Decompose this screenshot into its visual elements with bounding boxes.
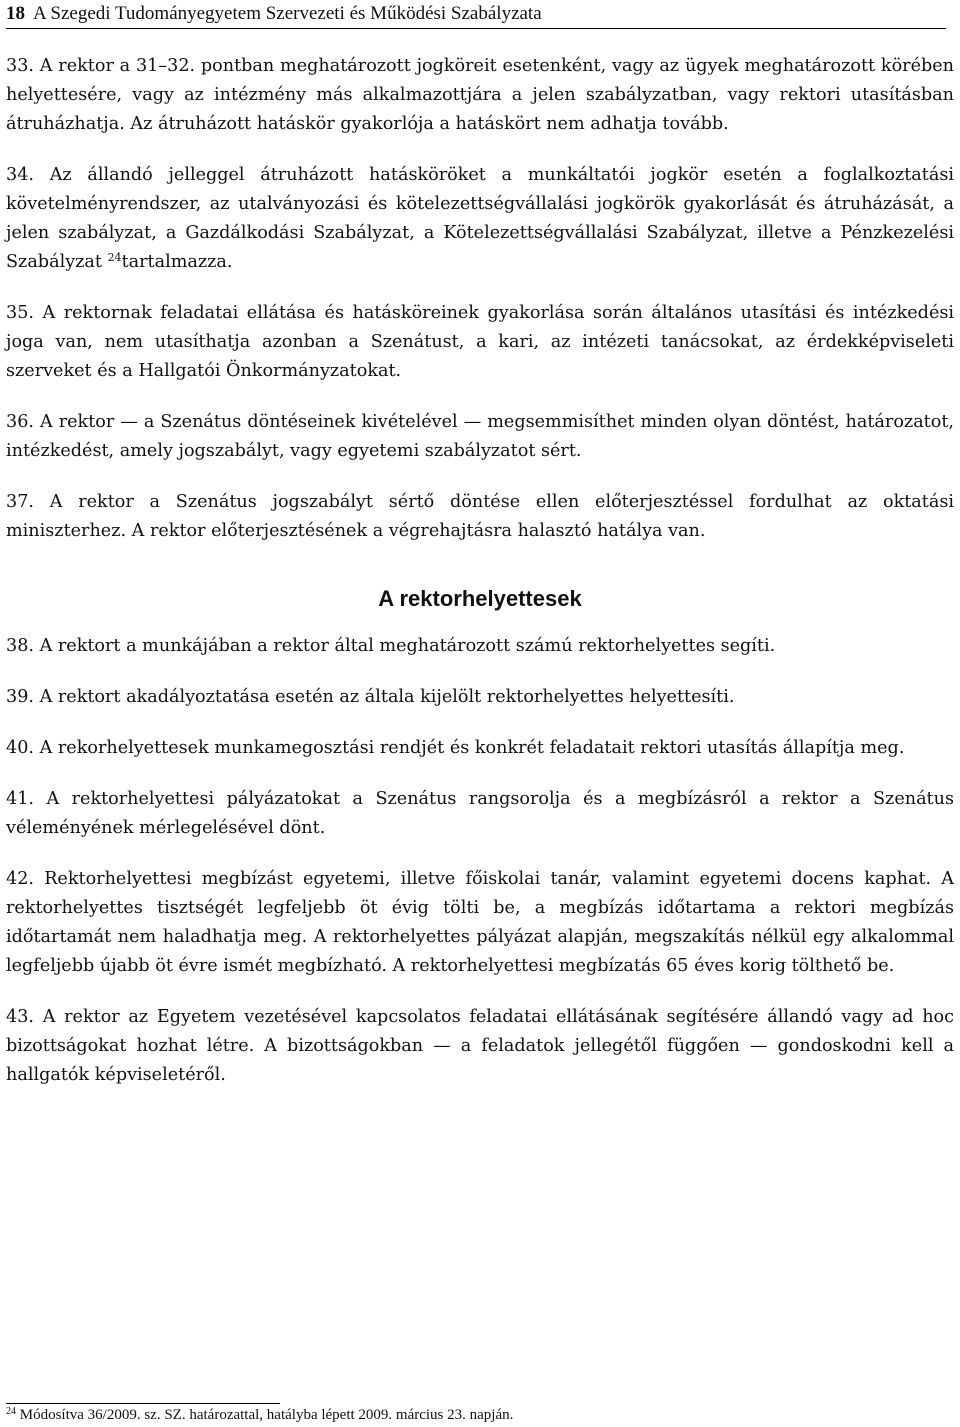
paragraph-34: [6, 161, 954, 277]
paragraph-number: 33.: [6, 56, 34, 76]
paragraph-43: [6, 1003, 954, 1090]
paragraph-41: [6, 785, 954, 843]
paragraph-text: A rekorhelyettesek munkamegosztási rendjét és konkrét feladatait rektori utasítás állapítja meg.: [39, 738, 905, 758]
paragraph-number: 38.: [6, 636, 34, 656]
paragraph-text: Rektorhelyettesi megbízást egyetemi, illetve főiskolai tanár, valamint egyetemi docens kaphat. A rektorhelyettes tisztségét legfeljebb öt évig tölti be, a megbízás időtartama a rektori megbízás időtartamát nem haladhatja meg. A rektorhelyettes pályázat alapján, megszakítás nélkül egy alkalommal legfeljebb újabb öt évre ismét megbízható. A rektorhelyettesi megbízatás 65 éves korig tölthető be.: [6, 869, 955, 976]
footnote-text: Módosítva 36/2009. sz. SZ. határozattal, hatályba lépett 2009. március 23. napján.: [19, 1407, 514, 1423]
paragraph-36: [6, 408, 954, 466]
document-title: A Szegedi Tudományegyetem Szervezeti és Működési Szabályzata: [33, 3, 542, 24]
paragraph-text: A rektornak feladatai ellátása és hatásköreinek gyakorlása során általános utasítási és intézkedési joga van, nem utasíthatja azonban a Szenátust, a kari, az intézeti tanácsokat, az érdekképviseleti szerveket és a Hallgatói Önkormányzatokat.: [6, 303, 955, 381]
paragraph-text: A rektor az Egyetem vezetésével kapcsolatos feladatai ellátásának segítésére állandó vagy ad hoc bizottságokat hozhat létre. A bizottságokban — a feladatok jellegétől függően — gondoskodni kell a hallgatók képviseletéről.: [6, 1007, 955, 1085]
paragraph-number: 34.: [6, 165, 34, 185]
paragraph-text: A rektort a munkájában a rektor által meghatározott számú rektorhelyettes segíti.: [39, 636, 776, 656]
paragraph-39: [6, 683, 954, 712]
paragraph-number: 37.: [6, 492, 34, 512]
paragraph-38: [6, 632, 954, 661]
footnote: [6, 1405, 946, 1425]
footnote-mark: 24: [6, 1406, 16, 1417]
paragraph-number: 42.: [6, 869, 34, 889]
paragraph-text-after: tartalmazza.: [121, 252, 233, 272]
paragraph-text: Az állandó jelleggel átruházott hatásköröket a munkáltatói jogkör esetén a foglalkoztatási követelményrendszer, az utalványozási és kötelezettségvállalási jogkörök gyakorlását és átruházását, a jelen szabályzat, a Gazdálkodási Szabályzat, a Kötelezettségvállalási Szabályzat, illetve a Pénzkezelési Szabályzat: [6, 165, 955, 272]
paragraph-text: A rektorhelyettesi pályázatokat a Szenátus rangsorolja és a megbízásról a rektor a Szenátus véleményének mérlegelésével dönt.: [6, 789, 954, 838]
page-header: [6, 0, 946, 29]
paragraph-text: A rektor a 31–32. pontban meghatározott jogköreit esetenként, vagy az ügyek meghatározott körében helyettesére, vagy az intézmény más alkalmazottjára a jelen szabályzatban, vagy rektori utasításban átruházhatja. Az átruházott hatáskör gyakorlója a hatáskört nem adhatja tovább.: [6, 56, 955, 134]
page-number: 18: [6, 3, 25, 24]
document-body: [6, 52, 954, 1112]
paragraph-37: [6, 488, 954, 546]
section-heading: A rektorhelyettesek: [378, 586, 582, 611]
footnote-reference[interactable]: 24: [107, 251, 122, 264]
paragraph-text: A rektor a Szenátus jogszabályt sértő döntése ellen előterjesztéssel fordulhat az oktatási miniszterhez. A rektor előterjesztésének a végrehajtásra halasztó hatálya van.: [6, 492, 955, 541]
paragraph-number: 35.: [6, 303, 34, 323]
paragraph-35: [6, 299, 954, 386]
paragraph-text: A rektor — a Szenátus döntéseinek kivételével — megsemmisíthet minden olyan döntést, határozatot, intézkedést, amely jogszabályt, vagy egyetemi szabályzatot sért.: [6, 412, 955, 461]
paragraph-number: 36.: [6, 412, 34, 432]
footnote-divider: [6, 1403, 280, 1404]
paragraph-number: 39.: [6, 687, 34, 707]
paragraph-number: 40.: [6, 738, 34, 758]
paragraph-text: A rektort akadályoztatása esetén az általa kijelölt rektorhelyettes helyettesíti.: [39, 687, 735, 707]
paragraph-number: 43.: [6, 1007, 34, 1027]
paragraph-33: [6, 52, 954, 139]
paragraph-42: [6, 865, 954, 981]
paragraph-number: 41.: [6, 789, 34, 809]
paragraph-40: [6, 734, 954, 763]
